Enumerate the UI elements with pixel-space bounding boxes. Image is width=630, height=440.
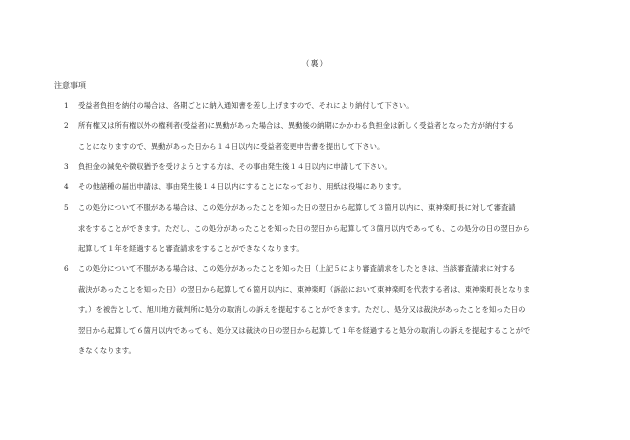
note-line: 所有権又は所有権以外の権利者(受益者)に異動があった場合は、異動後の納期にかかわる負担金は新しく受益者となった方が納付する xyxy=(78,121,515,130)
note-number: 2 xyxy=(64,121,69,130)
note-number: 4 xyxy=(64,182,69,191)
note-line: 負担金の減免や徴収猶予を受けようとする方は、その事由発生後１４日以内に申請して下さい。 xyxy=(78,162,392,171)
note-line: 起算して１年を経過すると審査請求をすることができなくなります。 xyxy=(78,244,304,253)
note-line: 受益者負担を納付の場合は、各期ごとに納入通知書を差し上げますので、それにより納付して下さい。 xyxy=(78,101,414,110)
note-line: この処分について不服がある場合は、この処分があったことを知った日の翌日から起算して３箇月以内に、東神楽町長に対して審査請 xyxy=(78,203,516,212)
note-number: 5 xyxy=(64,203,69,212)
note-item-2 xyxy=(58,116,588,157)
note-item-5 xyxy=(58,198,588,260)
note-line: この処分について不服がある場合は、この処分があったことを知った日（上記５により審査請求をしたときは、当該審査請求に対する xyxy=(78,264,516,273)
note-line: 求をすることができます。ただし、この処分があったことを知った日の翌日から起算して３箇月以内であっても、この処分の日の翌日から xyxy=(78,223,530,233)
note-line: その他諸種の届出申請は、事由発生後１４日以内にすることになっており、用紙は役場にあります。 xyxy=(78,182,406,191)
note-line: す。）を被告として、旭川地方裁判所に処分の取消しの訴えを提起することができます。ただし、処分又は裁決があったことを知った日の xyxy=(78,305,526,314)
note-number: 6 xyxy=(64,264,69,273)
note-item-1 xyxy=(58,96,588,117)
note-item-6 xyxy=(58,259,588,362)
notes-heading: 注意事項 xyxy=(54,81,86,90)
note-item-3 xyxy=(58,157,588,178)
note-number: 1 xyxy=(64,101,69,110)
note-line: 裁決があったことを知った日）の翌日から起算して６箇月以内に、東神楽町（訴訟において東神楽町を代表する者は、東神楽町長となりま xyxy=(78,284,531,294)
page-side-label: （裏） xyxy=(301,59,329,68)
note-line: 翌日から起算して６箇月以内であっても、処分又は裁決の日の翌日から起算して１年を経過すると処分の取消しの訴えを提起することがで xyxy=(78,325,531,335)
note-line: きなくなります。 xyxy=(78,346,136,355)
note-item-4 xyxy=(58,177,588,198)
note-number: 3 xyxy=(64,162,69,171)
note-line: ことになりますので、異動があった日から１４日以内に受益者変更申告書を提出して下さい。 xyxy=(78,141,385,151)
